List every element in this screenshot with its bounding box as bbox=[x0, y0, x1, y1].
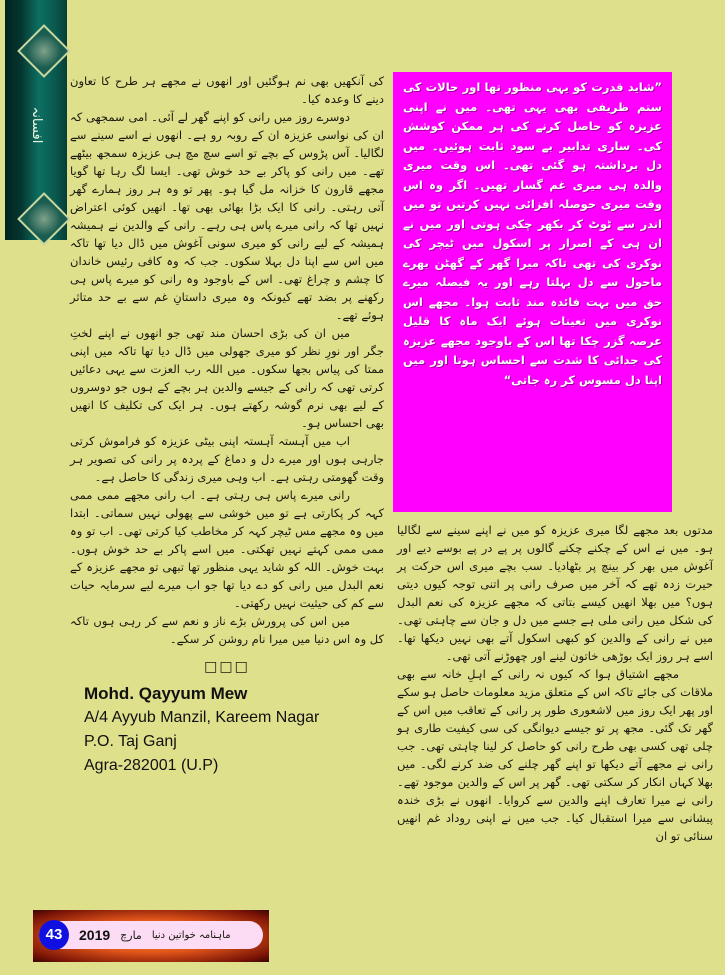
left-side bbox=[45, 72, 384, 962]
ornament-icon bbox=[17, 24, 71, 78]
pull-quote-text: ”شاید قدرت کو یہی منظور تھا اور حالات کی ستم ظریفی بھی یہی تھی۔ میں نے اپنی عزیزہ کو حاصل کرنے کی ہر ممکن کوشش کی۔ ساری تدابیر بے سود ثابت ہوئیں۔ میں دل برداشتہ ہو گئی تھی۔ اس وقت میری والدہ ہی میری غم گسار تھیں۔ اگر وہ اس وقت میری حوصلہ افزائی نہیں کرتیں تو میں اندر سے ٹوٹ کر بکھر چکی ہوتی اور میں نے ان ہی کے اصرار پر اسکول میں ٹیچر کی نوکری کی تھی تاکہ میرا گھر کے گھٹن بھرے ماحول سے دل بہلتا رہے اور یہ فیصلہ میرے حق میں بہت فائدہ مند ثابت ہوا۔ مجھے اس نوکری میں تعینات ہوئے ایک ماہ کا قلیل عرصہ گزر چکا تھا اس کے باوجود مجھے عزیزہ کی جدائی کا شدت سے احساس ہوتا اور میں اپنا دل مسوس کر رہ جاتی“ bbox=[403, 80, 662, 387]
page-number: 43 bbox=[39, 920, 69, 950]
address-line: A/4 Ayyub Manzil, Kareem Nagar bbox=[84, 709, 320, 726]
end-mark: □□□ bbox=[204, 659, 250, 675]
right-column bbox=[397, 521, 713, 845]
paragraph: مجھے اشتیاق ہوا کہ کیوں نہ رانی کے اہلِ خانہ سے بھی ملاقات کی جائے تاکہ اس کے متعلق مزید معلومات حاصل ہو سکے اور پھر ایک روز میں لاشعوری طور پر رانی کے تعاقب میں اس کے گھر تک گئی۔ مجھ پر تو جیسے دیوانگی کی سی کیفیت طاری ہو چلی تھی کسی بھی طرح رانی کو حاصل کر لینا چاہتی تھی۔ جب رانی نے مجھے آتے دیکھا تو اپنے گھر چلنے کی ضد کرنے لگی۔ میں بھلا کہاں انکار کر سکتی تھی۔ گھر پر اس کے والدین موجود تھے۔ رانی نے میرا تعارف اپنے والدین سے کروایا۔ انھوں نے بڑی خندہ پیشانی سے میرا استقبال کیا۔ جب میں نے اپنی روداد غم انھیں سنائی تو ان bbox=[397, 667, 713, 843]
paragraph: اب میں آہستہ آہستہ اپنی بیٹی عزیزہ کو فراموش کرتی جارہی ہوں اور میرے دل و دماغ کے پردہ پر رانی کی تصویر ہر وقت گھومتی رہتی ہے۔ اب وہی میری زندگی کا حاصل ہے۔ bbox=[70, 434, 384, 484]
page-footer bbox=[33, 910, 269, 962]
address-line: Agra-282001 (U.P) bbox=[84, 757, 219, 774]
paragraph: میں اس کی پرورش بڑے ناز و نعم سے کر رہی ہوں تاکہ کل وہ اس دنیا میں میرا نام روشن کر سکے۔ bbox=[70, 614, 384, 646]
right-side bbox=[393, 72, 715, 845]
address-line: P.O. Taj Ganj bbox=[84, 733, 177, 750]
left-column bbox=[70, 72, 384, 648]
issue-year: 2019 bbox=[79, 927, 111, 943]
paragraph: مدتوں بعد مجھے لگا میری عزیزہ کو میں نے اپنے سینے سے لگالیا ہو۔ میں نے اس کے چکنے چکنے گالوں پر پے در پے بوسے دیے اور آغوش میں بھر کر بینچ پر بٹھادیا۔ سب بچے میری اس حرکت پر حیرت زدہ تھے کہ آخر میں صرف رانی پر اتنی توجہ کیوں دیتی ہوں؟ میں بھلا انھیں کیسے بتاتی کہ مجھے عزیزہ کی نعم البدل کی شکل میں رانی ملی ہے جسے میں دل و جان سے چاہتی تھی۔ میں نے رانی کے والدین کو کبھی اسکول آتے بھی نہیں دیکھا تھا۔ اسے ہر روز ایک بوڑھی خاتون لینے اور چھوڑنے آتی تھی۔ bbox=[397, 523, 713, 663]
paragraph: رانی میرے پاس ہی رہتی ہے۔ اب رانی مجھے ممی ممی کہہ کر پکارتی ہے تو میں خوشی سے پھولی نہیں سماتی۔ ابتدا میں وہ مجھے مس ٹیچر کہہ کر مخاطب کیا کرتی تھی۔ اب تو وہ ممی ممی کہتے نہیں تھکتی۔ میں اسے پاکر بے حد خوش ہوں۔ بہت خوش۔ اللہ کو شاید یہی منظور تھا تبھی تو مجھے عزیزہ کے نعم البدل میں رانی کو دے دیا تھا جو اب میرے لیے سرمایہ حیات سے کم کی حیثیت نہیں رکھتی۔ bbox=[70, 488, 384, 610]
pull-quote-box bbox=[393, 72, 672, 512]
ornament-icon bbox=[17, 192, 71, 246]
magazine-name: ماہنامہ خواتین دنیا bbox=[151, 929, 231, 941]
footer-pill bbox=[39, 921, 263, 949]
paragraph: میں ان کی بڑی احسان مند تھی جو انھوں نے اپنے لختِ جگر اور نورِ نظر کو میری جھولی میں ڈال دیا تھا تاکہ میں اپنی ممتا کی پیاس بجھا سکوں۔ میں اللہ رب العزت سے یہی دعائیں کرتی تھی کہ رانی کے جیسے والدین ہر بچے کے ہوں جو دوسروں کے لیے بھی نرم گوشہ رکھتے ہوں۔ ہر ایک کی تکلیف کا انھیں بھی احساس ہو۔ bbox=[70, 326, 384, 430]
paragraph: دوسرے روز میں رانی کو اپنے گھر لے آئی۔ امی سمجھی کہ ان کی نواسی عزیزہ ان کے روبہ رو ہے۔ انھوں نے اسے سینے سے لگالیا۔ آس پڑوس کے بچے تو اسے سچ مچ ہی عزیزہ سمجھ بیٹھے تھے۔ میں رانی کو پاکر بے حد خوش تھی۔ ایسا لگ رہا تھا گویا مجھے قارون کا خزانہ مل گیا ہو۔ پھر تو وہ ہر روز ہمارے گھر آتی رہتی۔ رانی کا ایک بڑا بھائی بھی تھا۔ انھیں کوئی اعتراض نہیں تھا کہ رانی میرے پاس ہی رہے۔ رانی کے والدین نے ہمیشہ ہمیشہ کے لیے رانی کو میری سونی آغوش میں ڈال دیا تھا تاکہ میں اس سے اپنا دل بہلا سکوں۔ جب کہ وہ کافی رئیس خاندان کا چشم و چراغ تھی۔ اس کے باوجود وہ رانی کو میرے پاس ہی رکھنے پر بضد تھے کیونکہ وہ میری داستانِ غم سے بے حد متاثر ہوئے تھے۔ bbox=[70, 110, 384, 322]
paragraph: کی آنکھیں بھی نم ہوگئیں اور انھوں نے مجھے ہر طرح کا تعاون دینے کا وعدہ کیا۔ bbox=[70, 74, 384, 106]
section-label: افسانہ bbox=[29, 106, 44, 144]
author-name: Mohd. Qayyum Mew bbox=[84, 684, 248, 703]
section-side-banner bbox=[5, 0, 67, 240]
issue-month: مارچ bbox=[120, 928, 142, 942]
author-block bbox=[84, 682, 384, 778]
